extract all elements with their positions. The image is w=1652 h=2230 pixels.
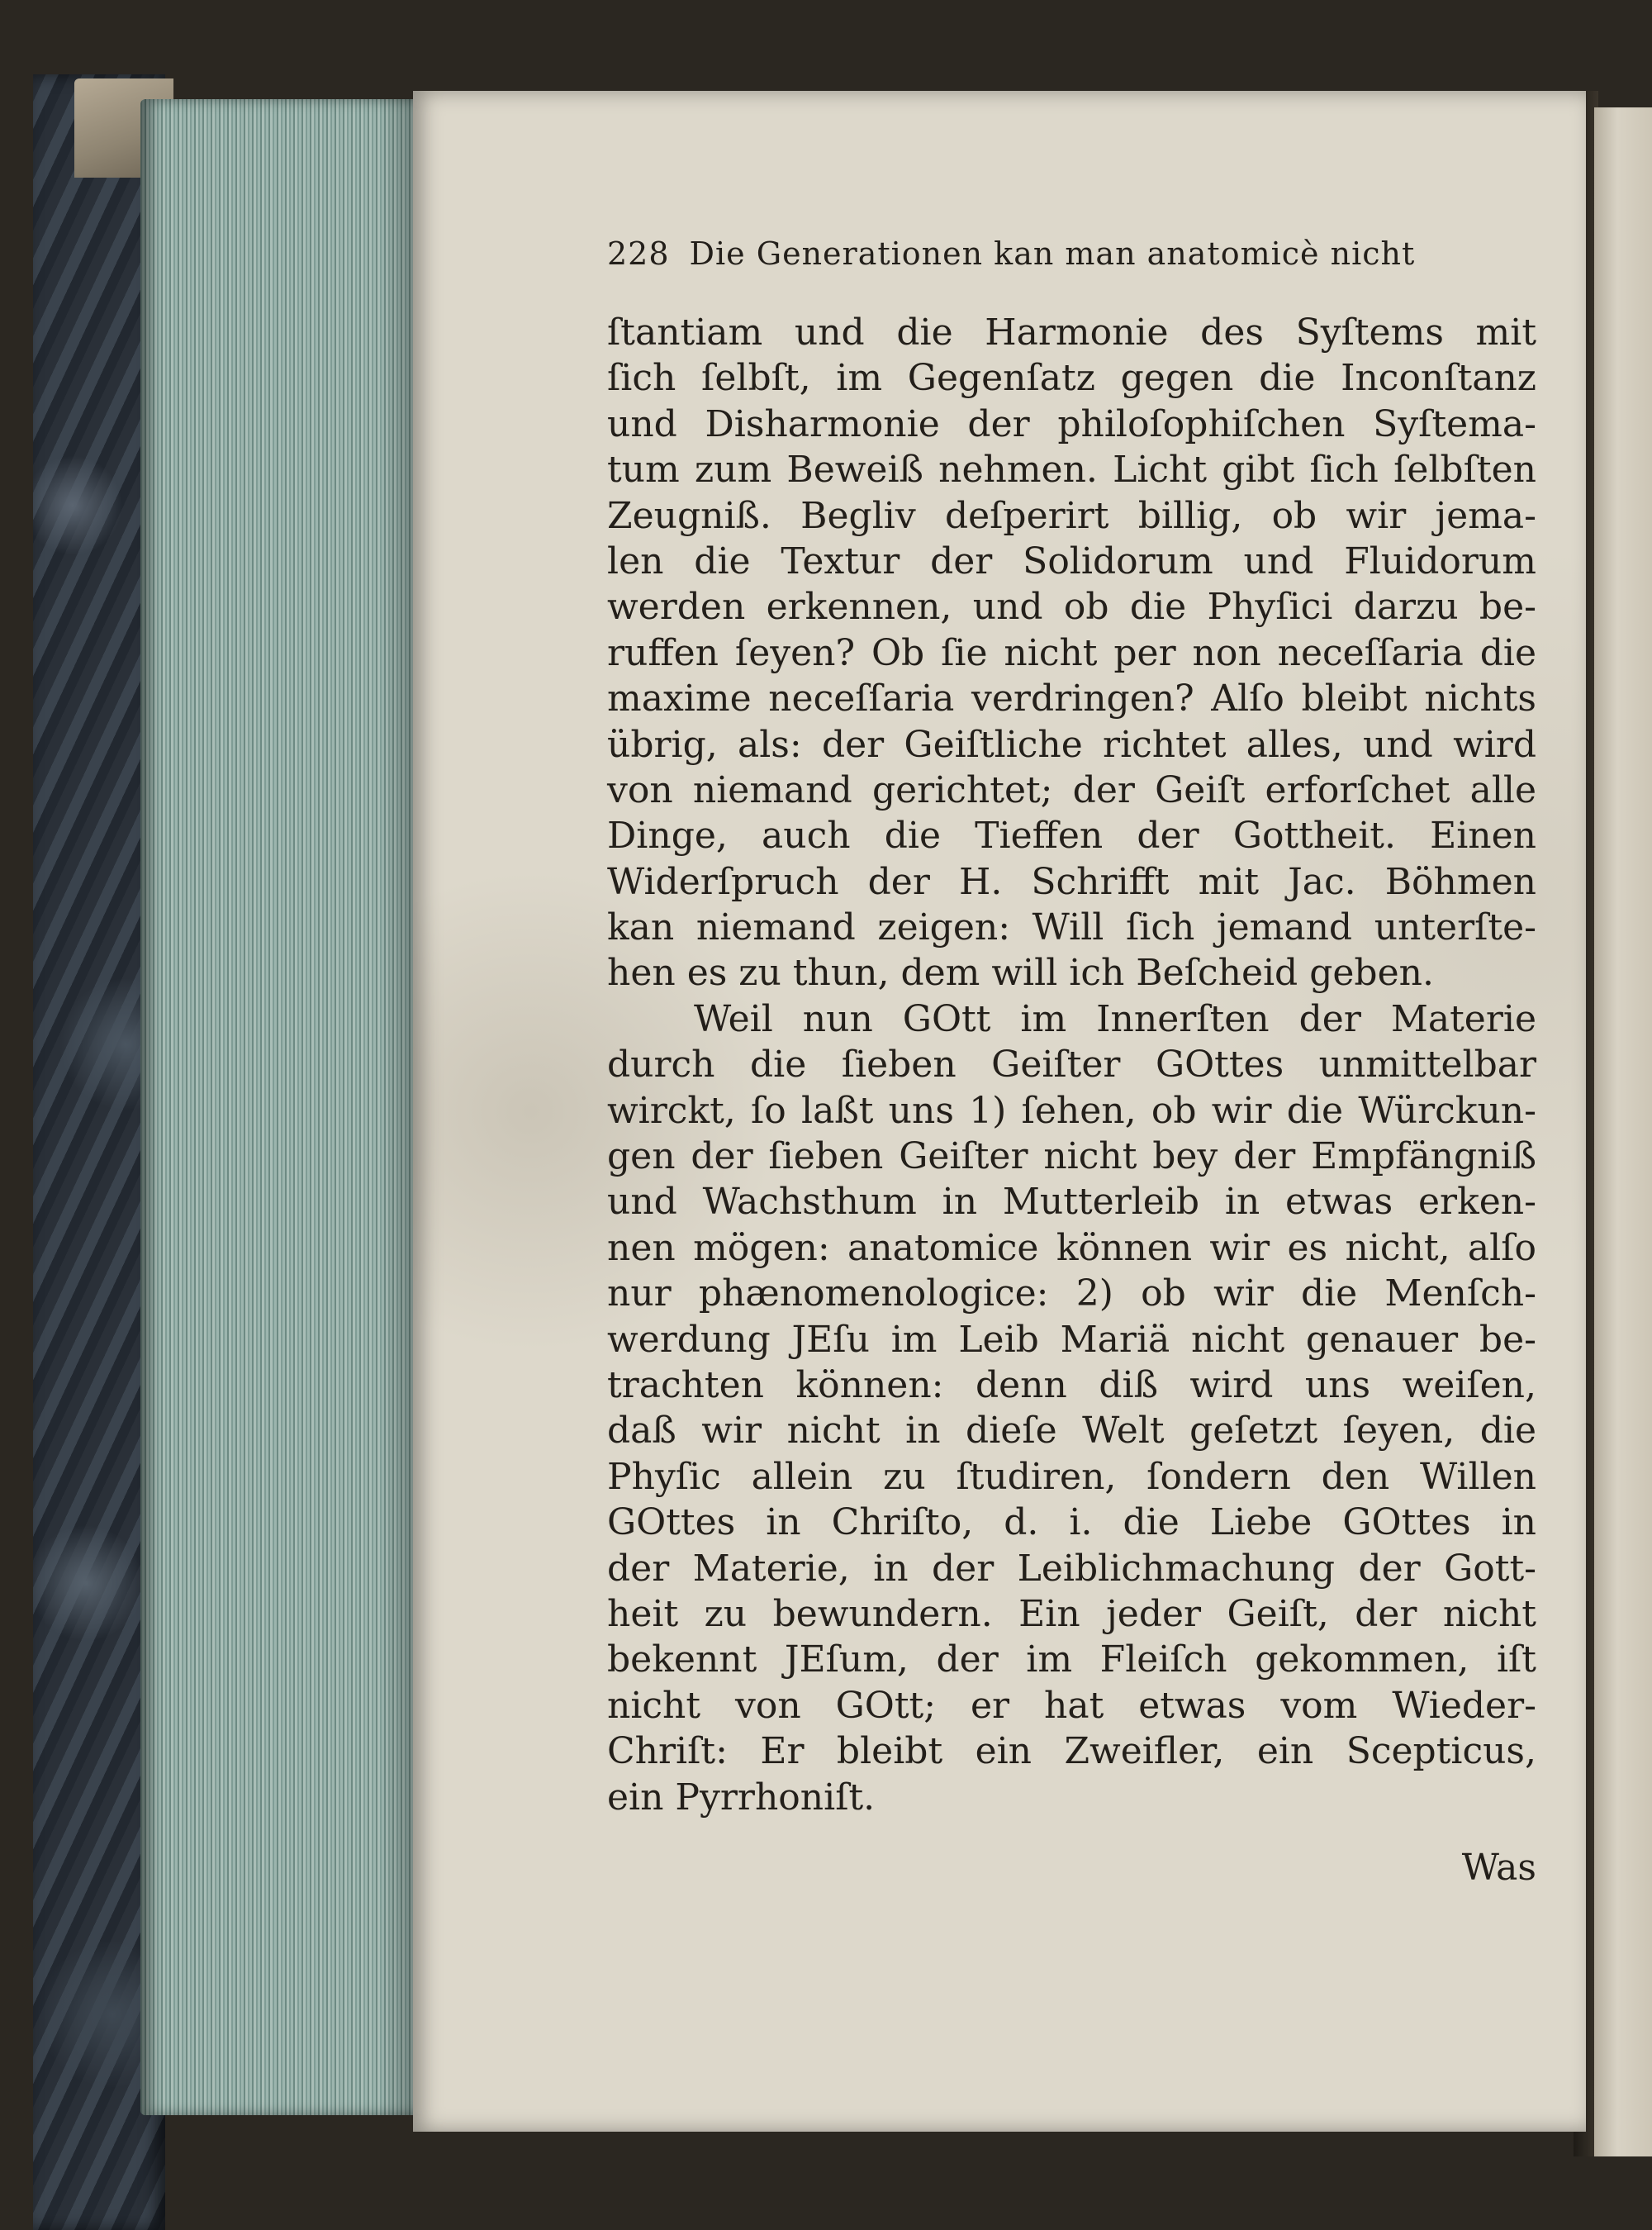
page-body (607, 310, 1536, 1820)
page-number: 228 (607, 235, 670, 272)
text-line: ſich ſelbſt, im Gegenſatz gegen die Inconſtanz (607, 357, 1536, 400)
text-line: hen es zu thun, dem will ich Beſcheid geben. (607, 952, 1434, 995)
text-line: maxime neceſſaria verdringen? Alſo bleibt nichts (607, 678, 1536, 720)
text-line: Dinge, auch die Tieffen der Gottheit. Einen (607, 815, 1536, 858)
text-line: Widerſpruch der H. Schrifft mit Jac. Böhmen (607, 860, 1536, 903)
text-line: werdung JEſu im Leib Mariä nicht genauer be- (607, 1318, 1536, 1361)
text-line: gen der ſieben Geiſter nicht bey der Empfängniß (607, 1135, 1536, 1178)
text-line: wirckt, ſo laßt uns 1) ſehen, ob wir die Würckun- (607, 1089, 1536, 1132)
text-line: und Disharmonie der philoſophiſchen Syſtema- (607, 402, 1536, 445)
text-line: trachten können: denn diß wird uns weiſen, (607, 1363, 1536, 1406)
running-head: Die Generationen kan man anatomicè nicht (689, 235, 1416, 272)
text-line: nur phænomenologice: 2) ob wir die Menſch- (607, 1272, 1536, 1315)
text-line: kan niemand zeigen: Will ſich jemand unterſte- (607, 906, 1536, 949)
text-line: der Materie, in der Leiblichmachung der Gott- (607, 1547, 1536, 1590)
text-line: tum zum Beweiß nehmen. Licht gibt ſich ſelbſten (607, 449, 1536, 492)
running-header (607, 235, 1536, 285)
text-line: Zeugniß. Begliv deſperirt billig, ob wir jema- (607, 494, 1536, 537)
text-line: ein Pyrrhoniſt. (607, 1776, 876, 1819)
text-line: Chriſt: Er bleibt ein Zweifler, ein Scepticus, (607, 1730, 1536, 1773)
text-line-paragraph-start: Weil nun GOtt im Innerſten der Materie (694, 997, 1536, 1040)
text-line: nen mögen: anatomice können wir es nicht, alſo (607, 1226, 1536, 1269)
text-line: und Wachsthum in Mutterleib in etwas erken- (607, 1181, 1536, 1224)
page-edges (140, 99, 413, 2115)
page-text (607, 235, 1536, 1889)
text-line: Phyſic allein zu ſtudiren, ſondern den Willen (607, 1455, 1536, 1498)
text-line: von niemand gerichtet; der Geiſt erforſchet alle (607, 768, 1536, 811)
text-line: GOttes in Chriſto, d. i. die Liebe GOttes in (607, 1501, 1536, 1544)
text-line: ruffen ſeyen? Ob ſie nicht per non neceſſaria die (607, 631, 1536, 674)
text-line: ſtantiam und die Harmonie des Syſtems mit (607, 311, 1536, 354)
text-line: daß wir nicht in dieſe Welt geſetzt ſeyen, die (607, 1410, 1536, 1453)
text-line: nicht von GOtt; er hat etwas vom Wieder- (607, 1684, 1536, 1727)
text-line: werden erkennen, und ob die Phyſici darzu be- (607, 586, 1536, 629)
facing-page-edge (1594, 107, 1652, 2156)
catchword: Was (1461, 1846, 1536, 1889)
text-line: len die Textur der Solidorum und Fluidorum (607, 540, 1536, 582)
text-line: durch die ſieben Geiſter GOttes unmittelbar (607, 1044, 1536, 1086)
text-line: bekennt JEſum, der im Fleiſch gekommen, iſt (607, 1638, 1536, 1681)
text-line: heit zu bewundern. Ein jeder Geiſt, der nicht (607, 1592, 1536, 1635)
text-line: übrig, als: der Geiſtliche richtet alles, und wird (607, 723, 1536, 766)
